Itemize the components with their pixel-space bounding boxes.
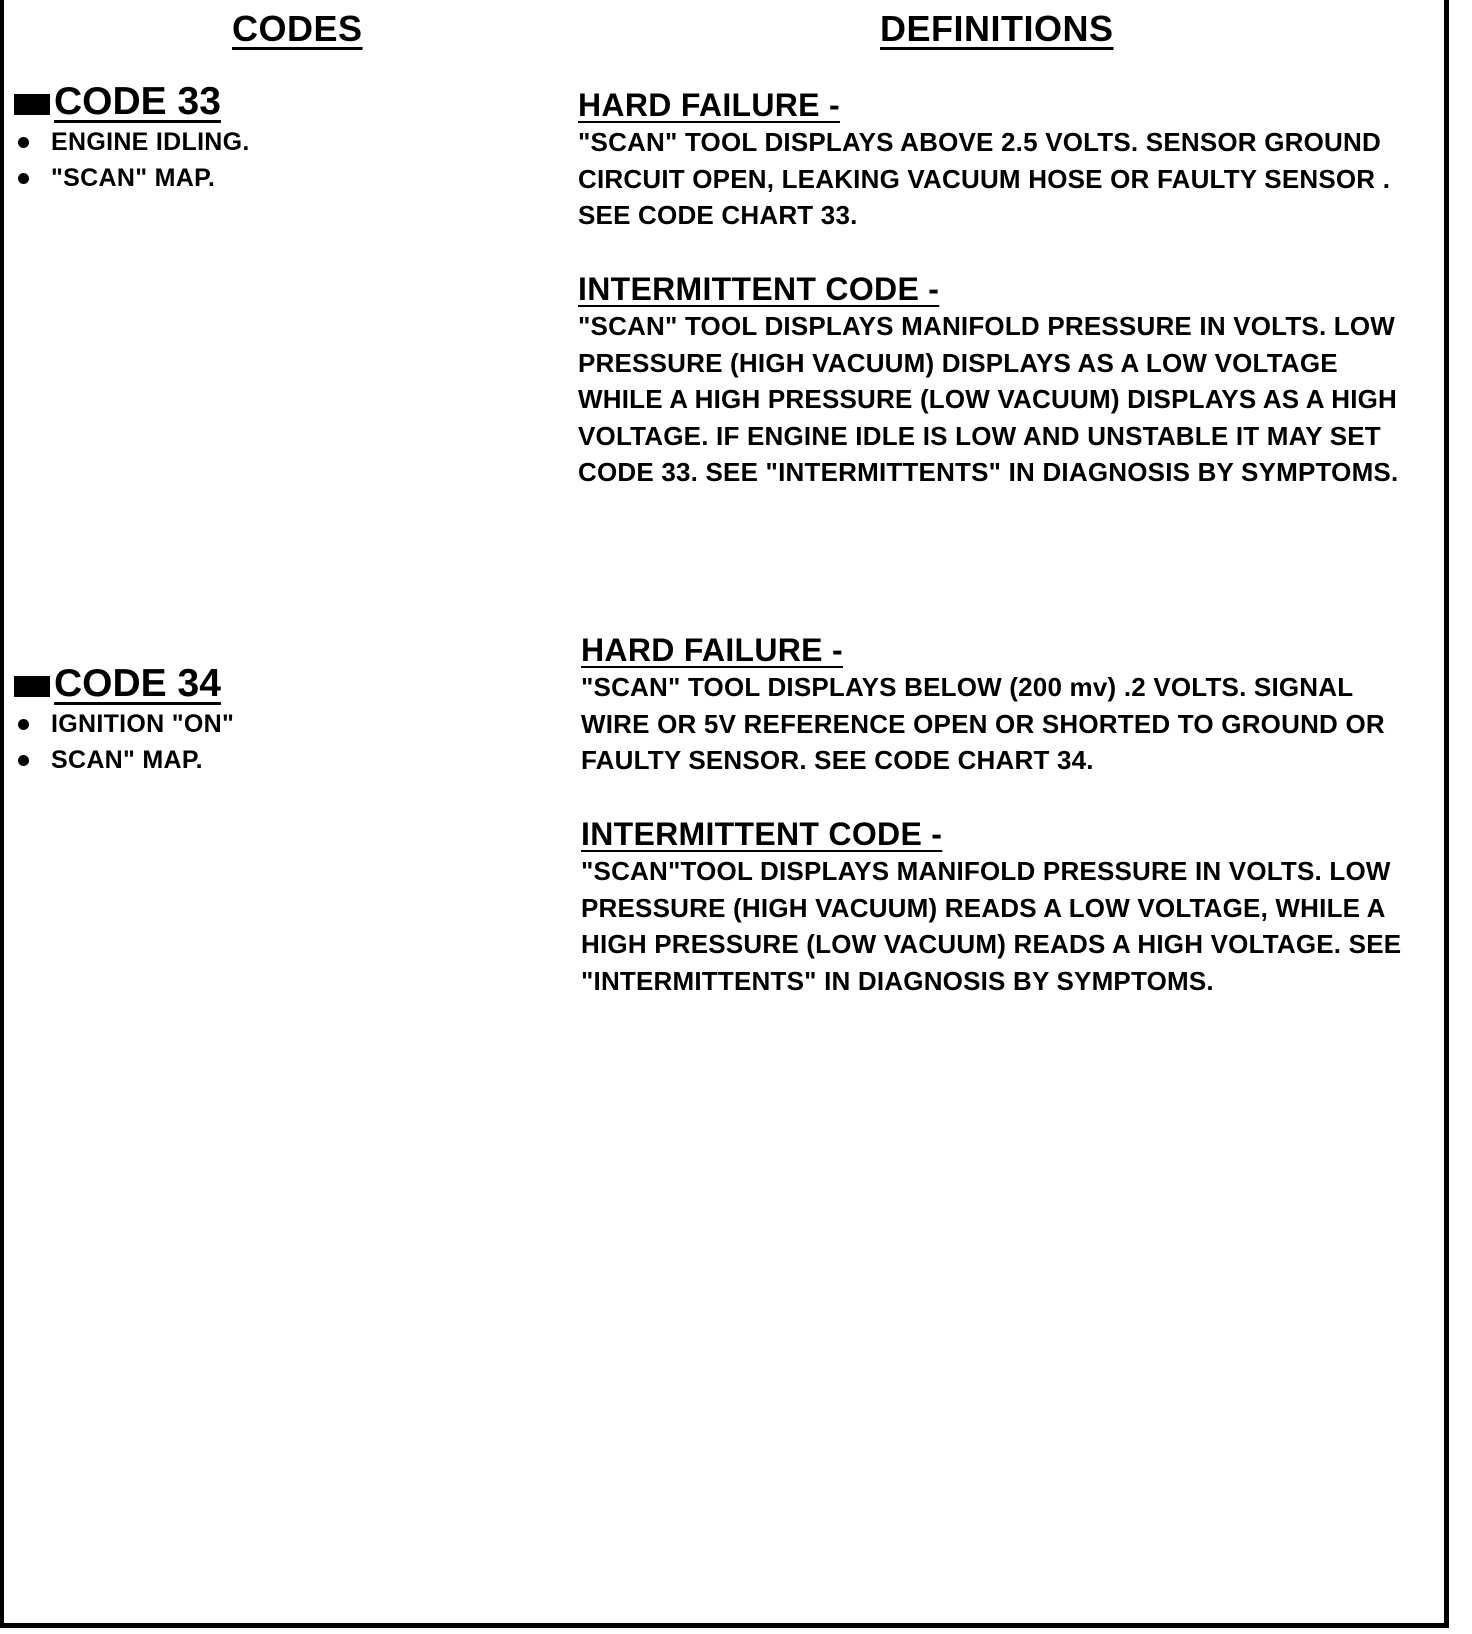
list-item: IGNITION "ON" xyxy=(18,706,234,742)
definition-line: PRESSURE (HIGH VACUUM) DISPLAYS AS A LOW VOLTAGE xyxy=(578,347,1338,378)
list-item: "SCAN" MAP. xyxy=(18,160,250,196)
definition-line: "INTERMITTENTS" IN DIAGNOSIS BY SYMPTOMS. xyxy=(581,965,1214,996)
bullet-dot-icon xyxy=(18,137,29,148)
square-bullet-icon xyxy=(14,94,50,115)
code-34-heading xyxy=(14,662,221,706)
code-33-intermittent xyxy=(578,270,1438,491)
definition-line: VOLTAGE. IF ENGINE IDLE IS LOW AND UNSTABLE IT MAY SET xyxy=(578,420,1381,451)
code-34-intermittent xyxy=(581,815,1441,999)
definition-line: CODE 33. SEE "INTERMITTENTS" IN DIAGNOSIS BY SYMPTOMS. xyxy=(578,457,1399,487)
definition-line: "SCAN" TOOL DISPLAYS BELOW (200 mv) .2 VOLTS. SIGNAL xyxy=(581,672,1354,702)
definition-line: HIGH PRESSURE (LOW VACUUM) READS A HIGH VOLTAGE. SEE xyxy=(581,929,1402,959)
code-34-hard-failure xyxy=(581,631,1441,779)
definition-line: WIRE OR 5V REFERENCE OPEN OR SHORTED TO GROUND OR xyxy=(581,708,1385,739)
definition-line: PRESSURE (HIGH VACUUM) READS A LOW VOLTAGE, WHILE A xyxy=(581,892,1386,923)
square-bullet-icon xyxy=(14,676,50,697)
definition-line: "SCAN" TOOL DISPLAYS ABOVE 2.5 VOLTS. SENSOR GROUND xyxy=(578,127,1381,157)
code-title: CODE 33 xyxy=(54,80,221,123)
definition-line: FAULTY SENSOR. SEE CODE CHART 34. xyxy=(581,745,1094,775)
definition-line: WHILE A HIGH PRESSURE (LOW VACUUM) DISPLAYS AS A HIGH xyxy=(578,384,1398,414)
code-33-conditions xyxy=(18,124,250,196)
bullet-dot-icon xyxy=(18,755,29,766)
bullet-dot-icon xyxy=(18,719,29,730)
list-item: SCAN" MAP. xyxy=(18,742,234,778)
definition-line: "SCAN" TOOL DISPLAYS MANIFOLD PRESSURE IN VOLTS. LOW xyxy=(578,311,1396,341)
definition-line: SEE CODE CHART 33. xyxy=(578,200,858,230)
definition-line: CIRCUIT OPEN, LEAKING VACUUM HOSE OR FAULTY SENSOR . xyxy=(578,163,1391,194)
codes-column-header: CODES xyxy=(232,8,363,49)
hard-failure-title: HARD FAILURE - xyxy=(578,87,840,123)
definition-line: "SCAN"TOOL DISPLAYS MANIFOLD PRESSURE IN VOLTS. LOW xyxy=(581,856,1391,886)
definitions-column-header: DEFINITIONS xyxy=(880,8,1114,49)
hard-failure-title: HARD FAILURE - xyxy=(581,632,843,668)
list-item: ENGINE IDLING. xyxy=(18,124,250,160)
code-33-hard-failure xyxy=(578,86,1438,234)
intermittent-code-title: INTERMITTENT CODE - xyxy=(578,271,940,307)
bullet-dot-icon xyxy=(18,173,29,184)
code-title: CODE 34 xyxy=(54,662,221,705)
code-34-conditions xyxy=(18,706,234,778)
code-33-heading xyxy=(14,80,221,124)
intermittent-code-title: INTERMITTENT CODE - xyxy=(581,816,943,852)
